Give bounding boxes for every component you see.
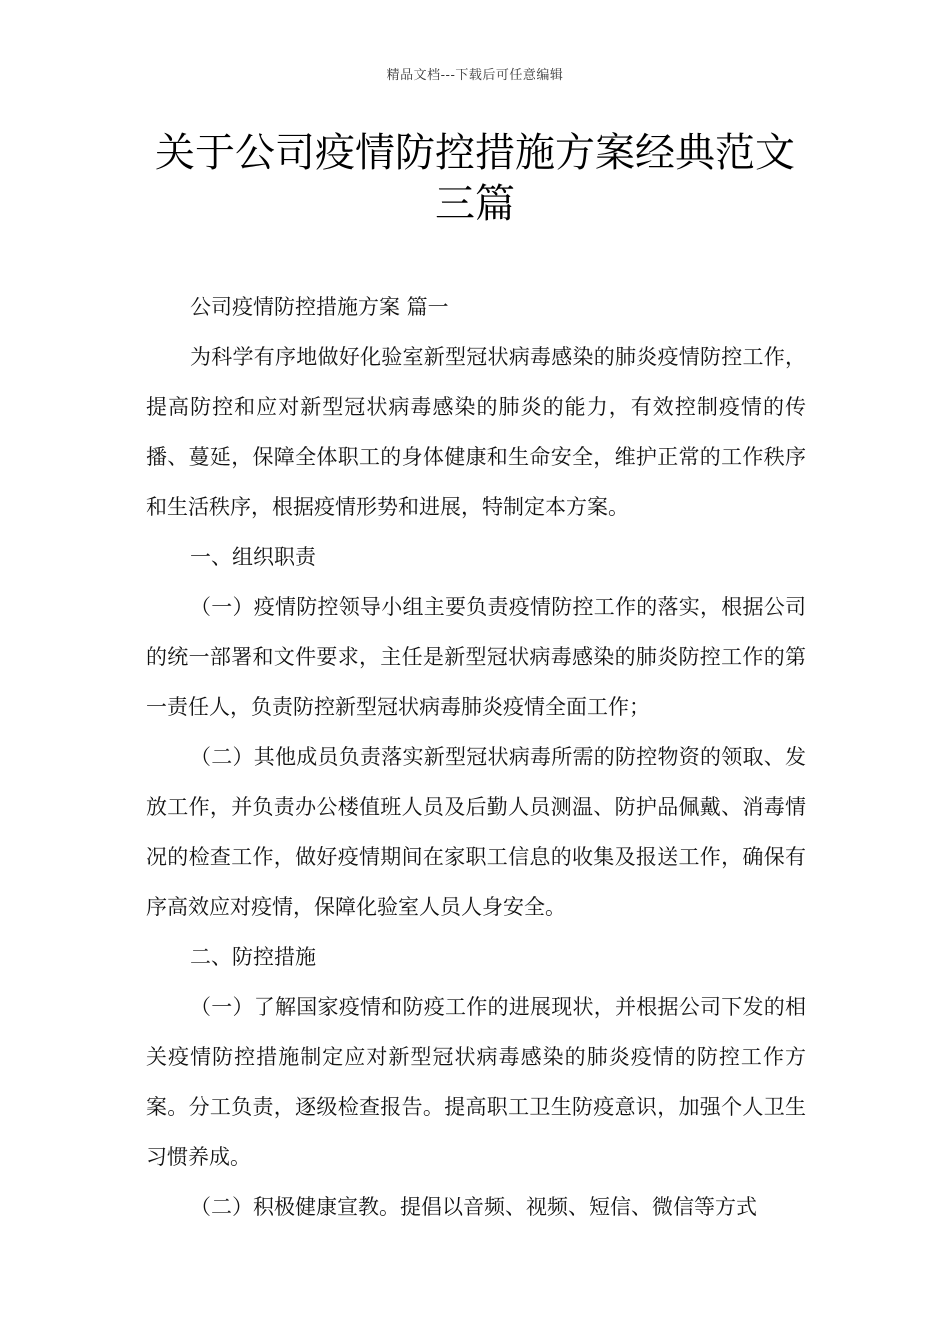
- paragraph-responsibility-2: （二）其他成员负责落实新型冠状病毒所需的防控物资的领取、发放工作，并负责办公楼值班人员及后勤人员测温、防护品佩戴、消毒情况的检查工作，做好疫情期间在家职工信息的收集及报送工作，确保有序高效应对疫情，保障化验室人员人身安全。: [146, 745, 806, 919]
- paragraph-measure-1: （一）了解国家疫情和防疫工作的进展现状，并根据公司下发的相关疫情防控措施制定应对新型冠状病毒感染的肺炎疫情的防控工作方案。分工负责，逐级检查报告。提高职工卫生防疫意识，加强个人卫生习惯养成。: [146, 995, 806, 1169]
- document-body: [146, 282, 806, 1232]
- paragraph-responsibility-1: （一）疫情防控领导小组主要负责疫情防控工作的落实，根据公司的统一部署和文件要求，主任是新型冠状病毒感染的肺炎防控工作的第一责任人，负责防控新型冠状病毒肺炎疫情全面工作；: [146, 595, 806, 719]
- page-header: 精品文档---下载后可任意编辑: [386, 68, 564, 83]
- paragraph-measure-2: （二）积极健康宣教。提倡以音频、视频、短信、微信等方式: [190, 1195, 757, 1219]
- section-heading-part-one: 公司疫情防控措施方案 篇一: [190, 295, 449, 319]
- section-heading-responsibilities: 一、组织职责: [190, 545, 316, 569]
- section-heading-measures: 二、防控措施: [190, 945, 316, 969]
- document-title: 关于公司疫情防控措施方案经典范文三篇: [155, 130, 795, 227]
- paragraph-intro: 为科学有序地做好化验室新型冠状病毒感染的肺炎疫情防控工作，提高防控和应对新型冠状病毒感染的肺炎的能力，有效控制疫情的传播、蔓延，保障全体职工的身体健康和生命安全，维护正常的工作秩序和生活秩序，根据疫情形势和进展，特制定本方案。: [146, 345, 806, 519]
